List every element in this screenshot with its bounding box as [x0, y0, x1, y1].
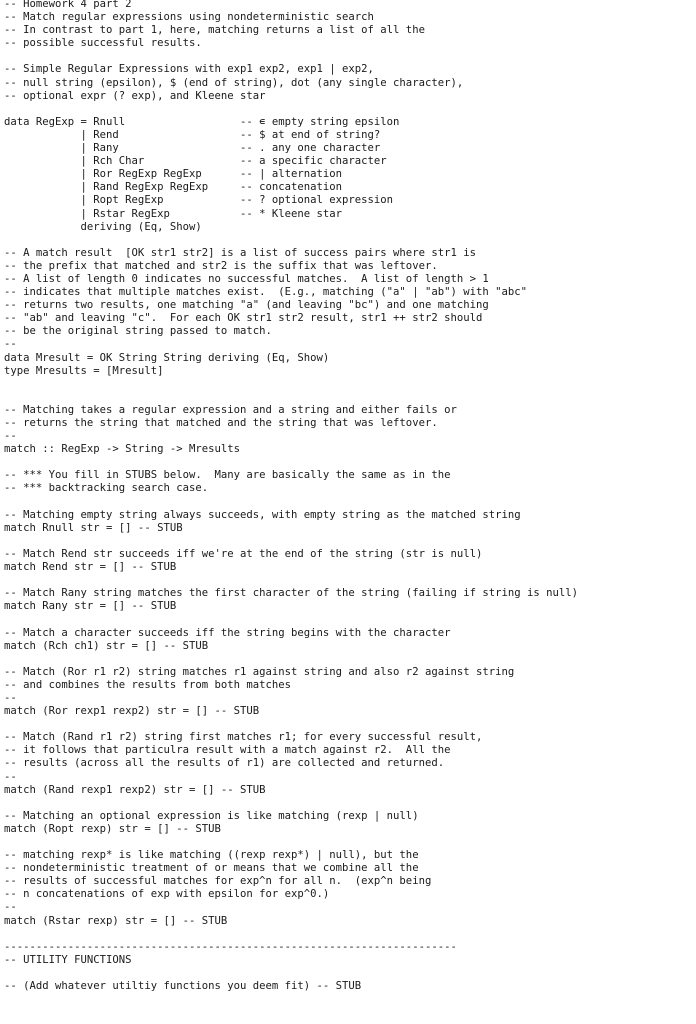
code-line [4, 50, 694, 63]
code-line: -- [4, 901, 17, 914]
code-line: match (Rch ch1) str = [] -- STUB [4, 639, 209, 652]
code-line [4, 836, 694, 849]
code-line: -- Match Rend str succeeds iff we're at the end of the string (str is null) [4, 547, 483, 560]
code-line: -- Match a character succeeds iff the string begins with the character [4, 626, 451, 639]
code-line: | Rany -- . any one character [4, 142, 381, 155]
code-line: -- null string (epsilon), $ (end of string), dot (any single character), [4, 76, 464, 89]
code-line: match (Rand rexp1 rexp2) str = [] -- STUB [4, 783, 266, 796]
code-line [4, 653, 694, 666]
code-line: -- the prefix that matched and str2 is the suffix that was leftover. [4, 259, 438, 272]
code-line: | Ropt RegExp -- ? optional expression [4, 194, 394, 207]
code-line: -- it follows that particulra result with a match against r2. All the [4, 744, 451, 757]
code-line: match Rnull str = [] -- STUB [4, 521, 183, 534]
code-line: -- and combines the results from both matches [4, 678, 292, 691]
code-line [4, 103, 694, 116]
code-line: -- Match (Rand r1 r2) string first matches r1; for every successful result, [4, 731, 483, 744]
code-line: ----------------------------------------------------------------------- [4, 940, 457, 953]
code-line: -- Homework 4 part 2 [4, 0, 132, 10]
code-line [4, 535, 694, 548]
code-line [4, 391, 694, 404]
code-line: -- A list of length 0 indicates no successful matches. A list of length > 1 [4, 272, 489, 285]
code-line [4, 928, 694, 941]
code-line: -- [4, 430, 17, 443]
code-line: -- nondeterministic treatment of or means that we combine all the [4, 862, 419, 875]
code-line: match (Rstar rexp) str = [] -- STUB [4, 914, 228, 927]
code-line: -- Match regular expressions using nondeterministic search [4, 11, 374, 24]
code-line: -- returns two results, one matching "a" (and leaving "bc") and one matching [4, 299, 489, 312]
code-line: deriving (Eq, Show) [4, 220, 202, 233]
code-line: -- Match (Ror r1 r2) string matches r1 against string and also r2 against string [4, 665, 515, 678]
code-line: -- Matching an optional expression is like matching (rexp | null) [4, 809, 419, 822]
code-line: -- "ab" and leaving "c". For each OK str1 str2 result, str1 ++ str2 should [4, 312, 483, 325]
code-line: | Ror RegExp RegExp -- | alternation [4, 168, 343, 181]
code-line: -- results of successful matches for exp^n for all n. (exp^n being [4, 875, 432, 888]
code-line: -- A match result [OK str1 str2] is a list of success pairs where str1 is [4, 246, 476, 259]
code-line [4, 967, 694, 980]
code-line: match Rany str = [] -- STUB [4, 600, 177, 613]
code-line: -- (Add whatever utiltiy functions you deem fit) -- STUB [4, 980, 362, 993]
code-line: -- returns the string that matched and the string that was leftover. [4, 417, 438, 429]
code-line: | Rand RegExp RegExp -- concatenation [4, 181, 343, 194]
code-line: data RegExp = Rnull -- ∊ empty string epsilon [4, 115, 400, 128]
code-line: match (Ror rexp1 rexp2) str = [] -- STUB [4, 705, 260, 718]
code-line: -- Simple Regular Expressions with exp1 exp2, exp1 | exp2, [4, 63, 374, 76]
code-editor[interactable] [4, 0, 694, 993]
code-line: -- Matching takes a regular expression and a string and either fails or [4, 403, 457, 416]
code-line [4, 797, 694, 810]
code-line: type Mresults = [Mresult] [4, 364, 164, 377]
code-line: -- [4, 338, 17, 351]
code-line: data Mresult = OK String String deriving (Eq, Show) [4, 351, 330, 364]
code-line: -- Match Rany string matches the first character of the string (failing if string is null) [4, 587, 579, 600]
code-line: match Rend str = [] -- STUB [4, 561, 177, 574]
code-line [4, 718, 694, 731]
code-line: -- matching rexp* is like matching ((rexp rexp*) | null), but the [4, 849, 419, 862]
code-line: -- possible successful results. [4, 37, 202, 50]
code-line: -- Matching empty string always succeeds, with empty string as the matched string [4, 508, 521, 521]
code-line: -- *** backtracking search case. [4, 482, 209, 495]
code-line [4, 496, 694, 509]
code-line: -- In contrast to part 1, here, matching returns a list of all the [4, 24, 425, 37]
code-line [4, 613, 694, 626]
code-line: -- be the original string passed to match. [4, 325, 272, 338]
code-line: | Rstar RegExp -- * Kleene star [4, 207, 343, 220]
code-line: | Rend -- $ at end of string? [4, 128, 381, 141]
code-line: -- [4, 770, 17, 783]
code-line: -- [4, 691, 17, 704]
code-line [4, 456, 694, 469]
code-line [4, 234, 694, 247]
code-line: match :: RegExp -> String -> Mresults [4, 443, 240, 456]
code-line: -- UTILITY FUNCTIONS [4, 953, 132, 966]
code-line: -- results (across all the results of r1) are collected and returned. [4, 757, 445, 770]
code-line: -- optional expr (? exp), and Kleene star [4, 89, 266, 102]
code-line: | Rch Char -- a specific character [4, 155, 387, 168]
code-line: -- indicates that multiple matches exist. (E.g., matching ("a" | "ab") with "abc" [4, 286, 527, 299]
code-line: match (Ropt rexp) str = [] -- STUB [4, 822, 221, 835]
code-line: -- *** You fill in STUBS below. Many are basically the same as in the [4, 469, 451, 482]
code-line [4, 574, 694, 587]
code-line [4, 378, 694, 391]
code-line: -- n concatenations of exp with epsilon for exp^0.) [4, 888, 330, 901]
